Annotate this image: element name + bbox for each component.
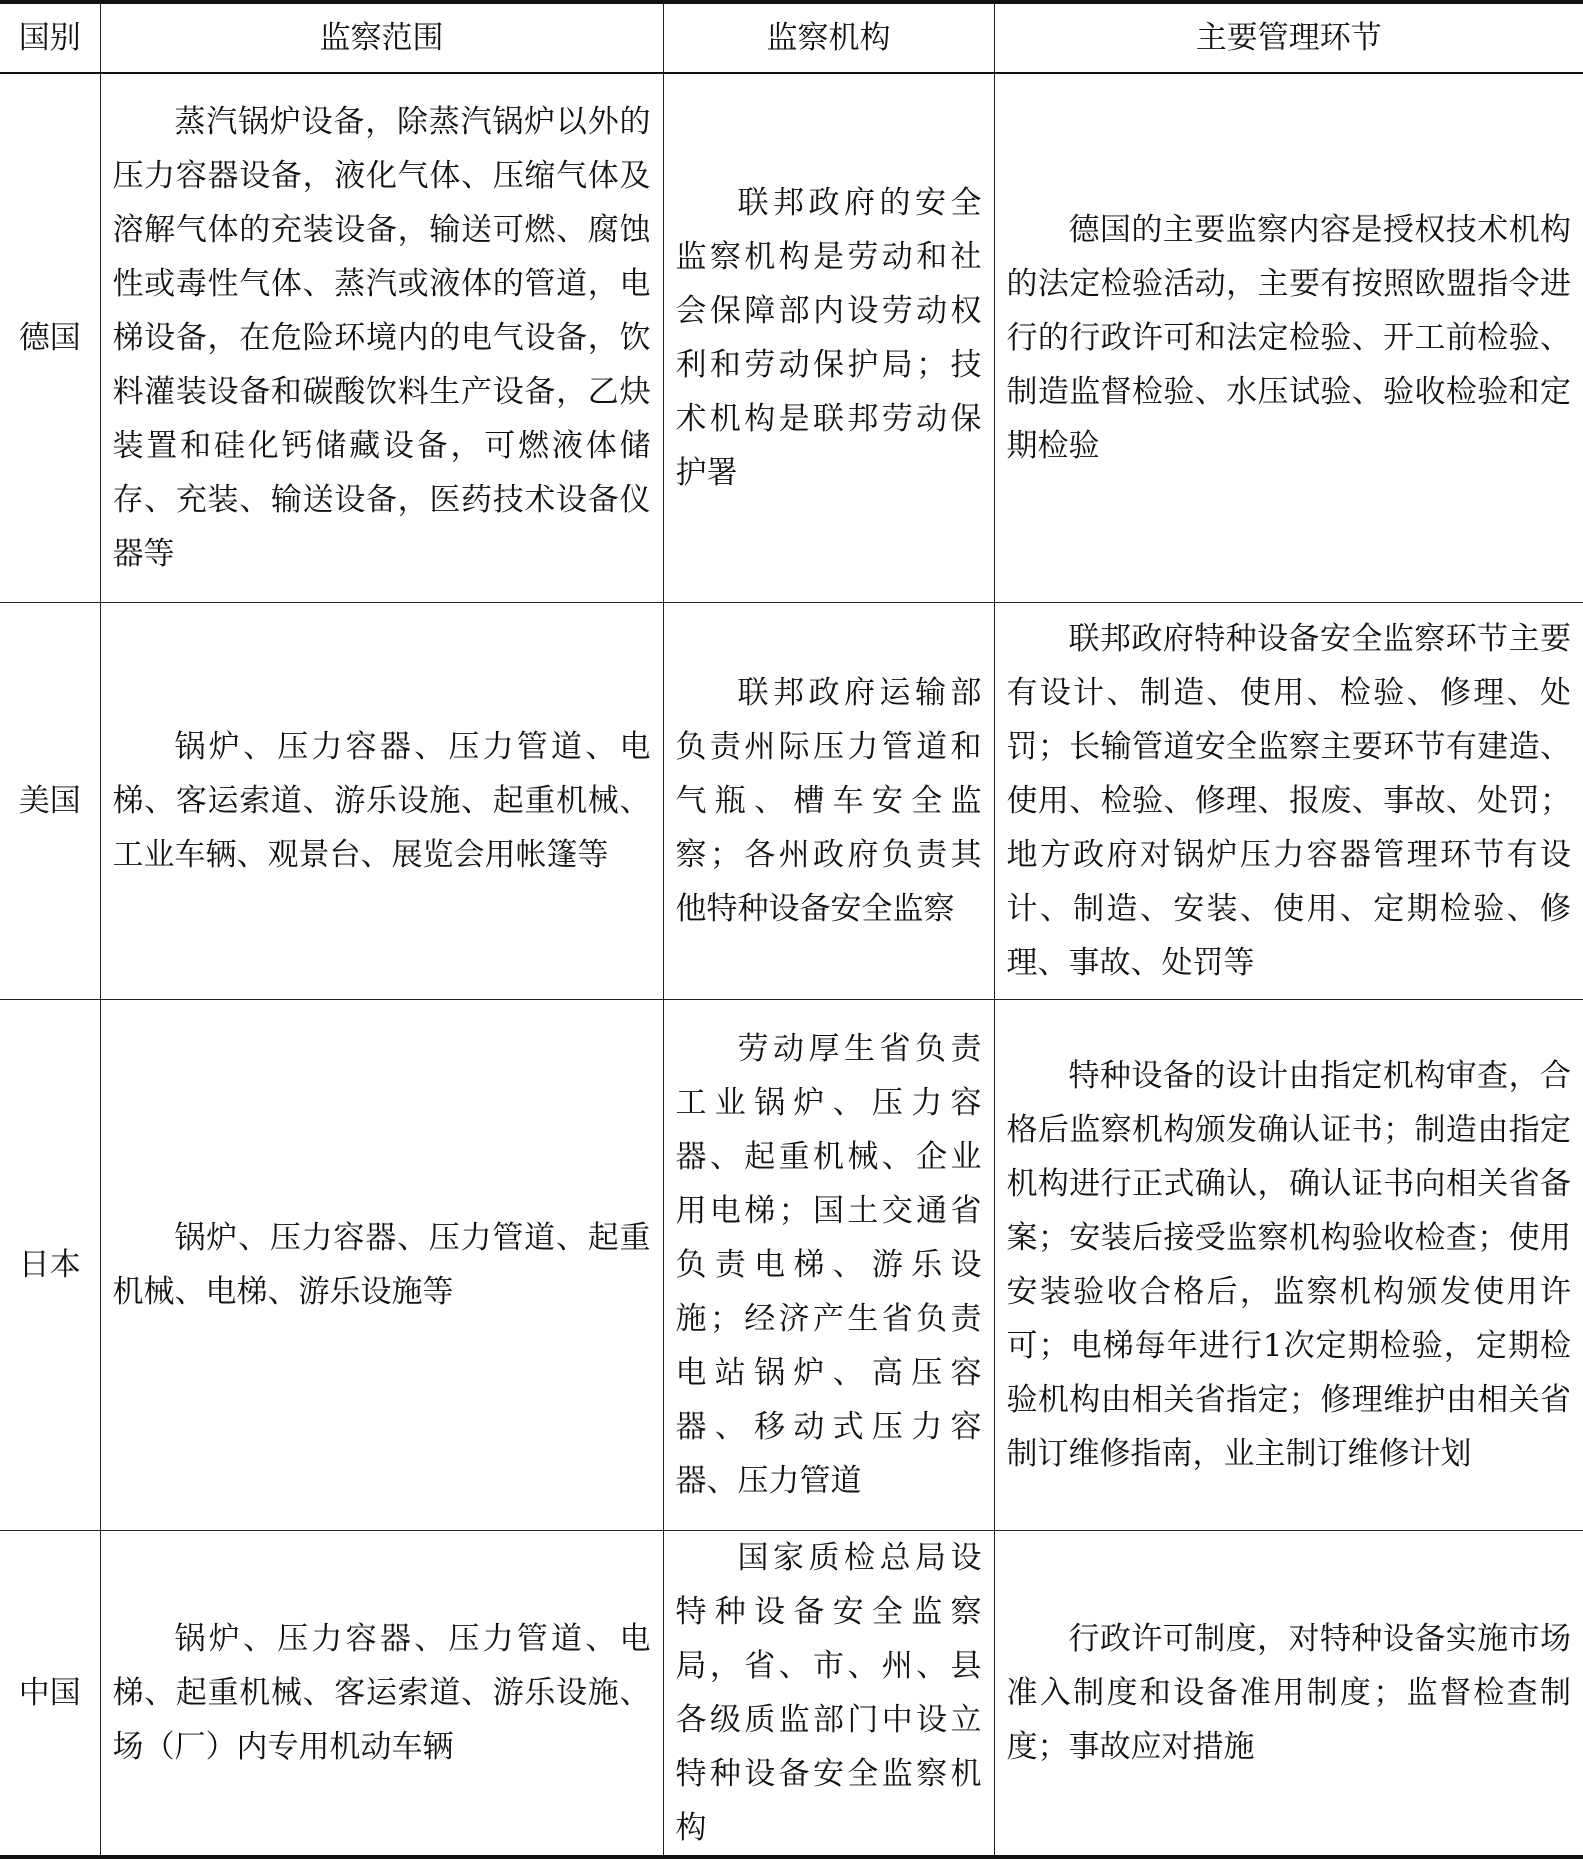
agency-cell: 劳动厚生省负责工业锅炉、压力容器、起重机械、企业用电梯；国土交通省负责电梯、游乐设施；经济产生省负责电站锅炉、高压容器、移动式压力容器、压力管道	[663, 1000, 994, 1531]
table-header-row	[0, 2, 1583, 73]
header-country: 国别	[0, 2, 100, 73]
management-cell: 德国的主要监察内容是授权技术机构的法定检验活动，主要有按照欧盟指令进行的行政许可和法定检验、开工前检验、制造监督检验、水压试验、验收检验和定期检验	[994, 73, 1583, 603]
management-cell: 行政许可制度，对特种设备实施市场准入制度和设备准用制度；监督检查制度；事故应对措施	[994, 1531, 1583, 1858]
table-row	[0, 603, 1583, 1000]
header-scope: 监察范围	[100, 2, 663, 73]
agency-cell: 国家质检总局设特种设备安全监察局，省、市、州、县各级质监部门中设立特种设备安全监察机构	[663, 1531, 994, 1858]
country-cell: 日本	[0, 1000, 100, 1531]
country-cell: 美国	[0, 603, 100, 1000]
agency-cell: 联邦政府运输部负责州际压力管道和气瓶、槽车安全监察；各州政府负责其他特种设备安全监察	[663, 603, 994, 1000]
management-cell: 联邦政府特种设备安全监察环节主要有设计、制造、使用、检验、修理、处罚；长输管道安全监察主要环节有建造、使用、检验、修理、报废、事故、处罚；地方政府对锅炉压力容器管理环节有设计、制造、安装、使用、定期检验、修理、事故、处罚等	[994, 603, 1583, 1000]
management-cell: 特种设备的设计由指定机构审查，合格后监察机构颁发确认证书；制造由指定机构进行正式确认，确认证书向相关省备案；安装后接受监察机构验收检查；使用安装验收合格后，监察机构颁发使用许可；电梯每年进行1次定期检验，定期检验机构由相关省指定；修理维护由相关省制订维修指南，业主制订维修计划	[994, 1000, 1583, 1531]
table-row	[0, 73, 1583, 603]
header-management: 主要管理环节	[994, 2, 1583, 73]
scope-cell: 锅炉、压力容器、压力管道、电梯、客运索道、游乐设施、起重机械、工业车辆、观景台、展览会用帐篷等	[100, 603, 663, 1000]
scope-cell: 锅炉、压力容器、压力管道、电梯、起重机械、客运索道、游乐设施、场（厂）内专用机动车辆	[100, 1531, 663, 1858]
agency-cell: 联邦政府的安全监察机构是劳动和社会保障部内设劳动权利和劳动保护局；技术机构是联邦劳动保护署	[663, 73, 994, 603]
scope-cell: 锅炉、压力容器、压力管道、起重机械、电梯、游乐设施等	[100, 1000, 663, 1531]
table-row	[0, 1000, 1583, 1531]
scope-cell: 蒸汽锅炉设备，除蒸汽锅炉以外的压力容器设备，液化气体、压缩气体及溶解气体的充装设备，输送可燃、腐蚀性或毒性气体、蒸汽或液体的管道，电梯设备，在危险环境内的电气设备，饮料灌装设备和碳酸饮料生产设备，乙炔装置和硅化钙储藏设备，可燃液体储存、充装、输送设备，医药技术设备仪器等	[100, 73, 663, 603]
country-cell: 德国	[0, 73, 100, 603]
table-row	[0, 1531, 1583, 1858]
country-cell: 中国	[0, 1531, 100, 1858]
header-agency: 监察机构	[663, 2, 994, 73]
